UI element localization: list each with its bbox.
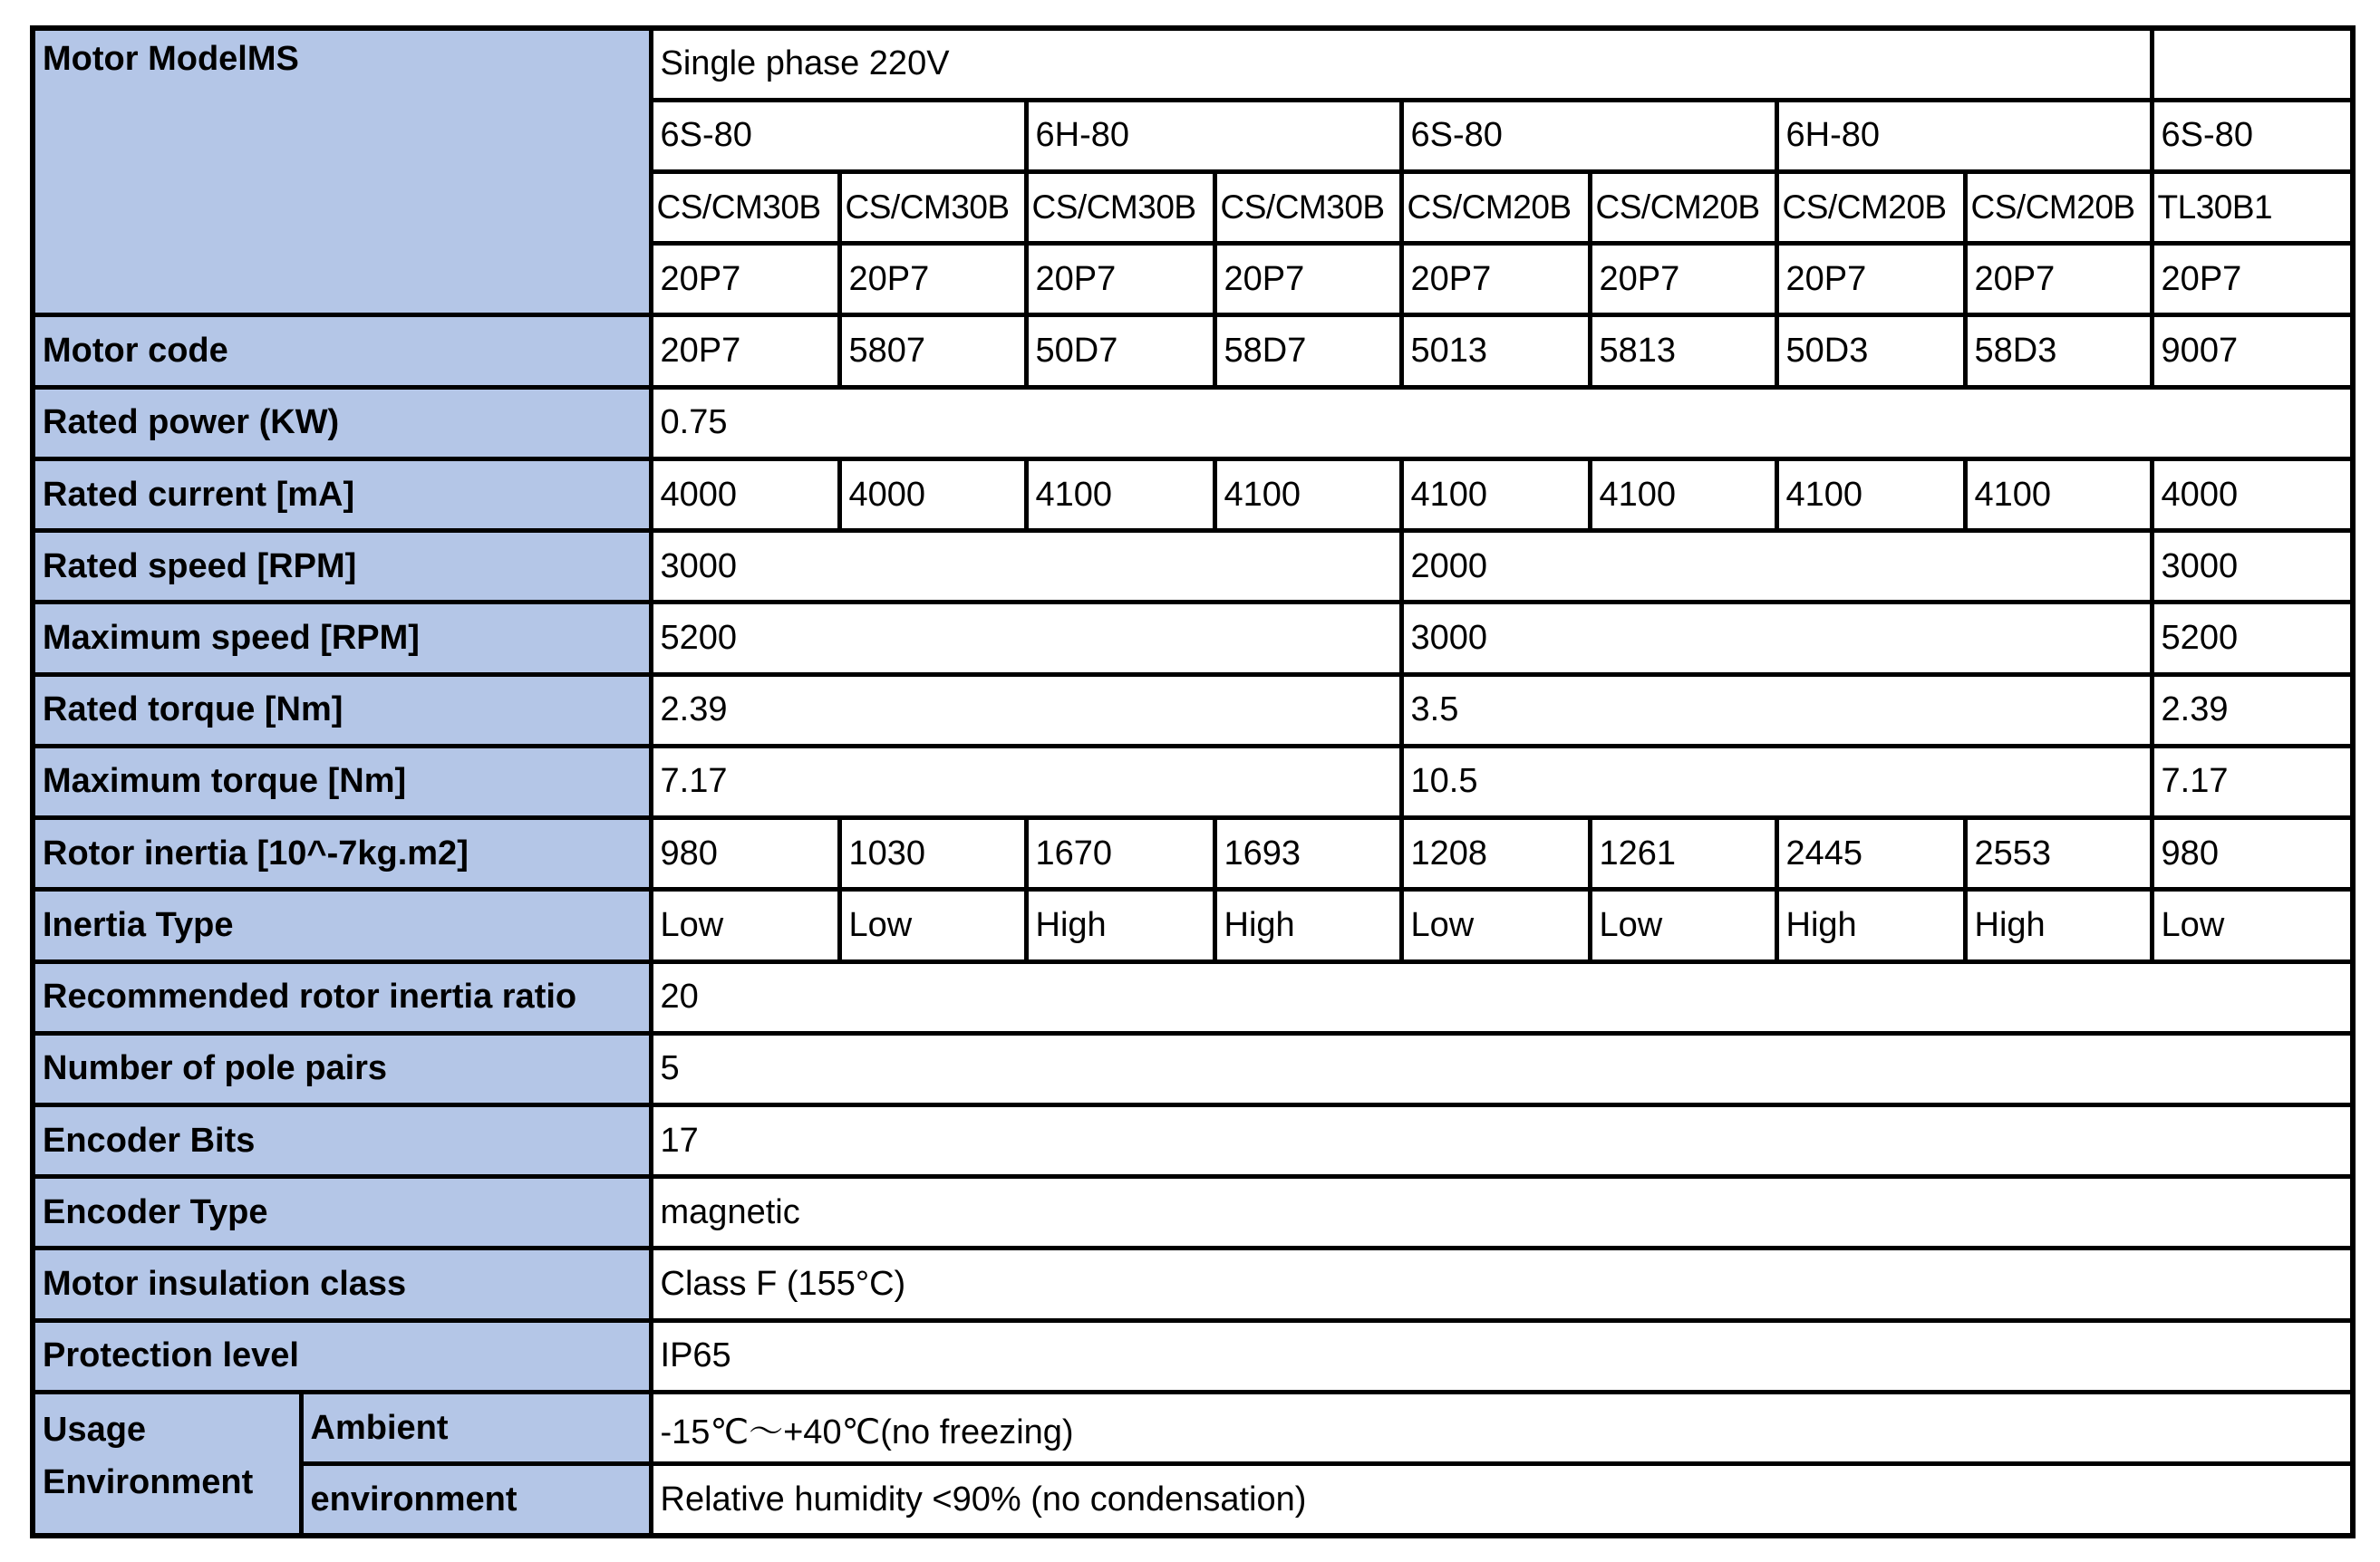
row-label: Encoder Type [33, 1177, 651, 1249]
rotor-inertia-cell: 980 [2152, 818, 2353, 890]
rotor-inertia-cell: 2445 [1776, 818, 1965, 890]
row-label: Rated torque [Nm] [33, 674, 651, 746]
rotor-inertia-cell: 1261 [1590, 818, 1776, 890]
series-cell: 6S-80 [2152, 100, 2353, 171]
row-rated-torque [33, 674, 2353, 746]
usage-environment-label: Usage Environment [33, 1392, 301, 1536]
row-max-speed [33, 603, 2353, 674]
model-suffix-cell: 20P7 [839, 244, 1026, 315]
row-label: Rated current [mA] [33, 458, 651, 530]
model-suffix-cell: 20P7 [1214, 244, 1401, 315]
row-label: Protection level [33, 1320, 651, 1392]
rotor-inertia-cell: 2553 [1965, 818, 2152, 890]
row-usage-ambient [33, 1392, 2353, 1463]
model-suffix-cell: 20P7 [1401, 244, 1590, 315]
row-rated-current [33, 458, 2353, 530]
motor-code-cell: 50D3 [1776, 315, 1965, 387]
model-suffix-cell: 20P7 [1590, 244, 1776, 315]
motor-code-cell: 58D3 [1965, 315, 2152, 387]
model-prefix-cell: CS/CM20B [1965, 171, 2152, 243]
ambient-value: -15℃～+40℃(no freezing) [651, 1392, 2353, 1463]
model-prefix-cell: CS/CM20B [1776, 171, 1965, 243]
row-label: Motor insulation class [33, 1249, 651, 1320]
inertia-type-cell: High [1214, 890, 1401, 961]
rotor-inertia-cell: 1693 [1214, 818, 1401, 890]
model-suffix-cell: 20P7 [1026, 244, 1214, 315]
pole-pairs-value: 5 [651, 1033, 2353, 1104]
ambient-label: Ambient [301, 1392, 651, 1463]
encoder-type-value: magnetic [651, 1177, 2353, 1249]
inertia-type-cell: Low [651, 890, 839, 961]
row-protection-level [33, 1320, 2353, 1392]
row-motor-code [33, 315, 2353, 387]
inertia-type-cell: Low [1401, 890, 1590, 961]
inertia-type-cell: High [1965, 890, 2152, 961]
rated-current-cell: 4100 [1026, 458, 1214, 530]
inertia-type-cell: Low [2152, 890, 2353, 961]
max-speed-cell: 5200 [2152, 603, 2353, 674]
protection-level-value: IP65 [651, 1320, 2353, 1392]
rotor-inertia-cell: 1208 [1401, 818, 1590, 890]
row-rotor-inertia [33, 818, 2353, 890]
row-rated-speed [33, 531, 2353, 603]
model-suffix-cell: 20P7 [1965, 244, 2152, 315]
row-max-torque [33, 746, 2353, 817]
rated-speed-cell: 3000 [651, 531, 1401, 603]
motor-code-cell: 5813 [1590, 315, 1776, 387]
model-prefix-cell: CS/CM30B [1214, 171, 1401, 243]
rated-current-cell: 4100 [1590, 458, 1776, 530]
row-label: Rotor inertia [10^-7kg.m2] [33, 818, 651, 890]
model-suffix-cell: 20P7 [2152, 244, 2353, 315]
model-prefix-cell: CS/CM20B [1590, 171, 1776, 243]
model-suffix-cell: 20P7 [1776, 244, 1965, 315]
rated-current-cell: 4100 [1965, 458, 2152, 530]
motor-spec-table [30, 25, 2356, 1538]
rated-current-cell: 4100 [1401, 458, 1590, 530]
rotor-inertia-cell: 980 [651, 818, 839, 890]
rated-current-cell: 4100 [1214, 458, 1401, 530]
series-cell: 6S-80 [1401, 100, 1776, 171]
voltage-extra-cell [2152, 28, 2353, 100]
rated-current-cell: 4000 [839, 458, 1026, 530]
max-speed-cell: 3000 [1401, 603, 2152, 674]
row-label: Inertia Type [33, 890, 651, 961]
series-cell: 6H-80 [1776, 100, 2152, 171]
row-usage-environment [33, 1464, 2353, 1536]
row-label: Rated speed [RPM] [33, 531, 651, 603]
rated-current-cell: 4000 [651, 458, 839, 530]
inertia-type-cell: Low [839, 890, 1026, 961]
inertia-type-cell: High [1776, 890, 1965, 961]
max-torque-cell: 7.17 [651, 746, 1401, 817]
row-rated-power [33, 387, 2353, 458]
rated-current-cell: 4100 [1776, 458, 1965, 530]
row-label: Rated power (KW) [33, 387, 651, 458]
encoder-bits-value: 17 [651, 1105, 2353, 1177]
motor-code-cell: 5807 [839, 315, 1026, 387]
rated-torque-cell: 2.39 [651, 674, 1401, 746]
rated-speed-cell: 3000 [2152, 531, 2353, 603]
inertia-type-cell: High [1026, 890, 1214, 961]
rotor-inertia-cell: 1670 [1026, 818, 1214, 890]
rated-current-cell: 4000 [2152, 458, 2353, 530]
motor-model-label: Motor ModelMS [33, 28, 651, 315]
motor-code-cell: 5013 [1401, 315, 1590, 387]
row-label: Recommended rotor inertia ratio [33, 961, 651, 1033]
rated-torque-cell: 3.5 [1401, 674, 2152, 746]
row-recommended-ratio [33, 961, 2353, 1033]
model-suffix-cell: 20P7 [651, 244, 839, 315]
model-prefix-cell: TL30B1 [2152, 171, 2353, 243]
insulation-class-value: Class F (155°C) [651, 1249, 2353, 1320]
row-label: Maximum torque [Nm] [33, 746, 651, 817]
row-label: Number of pole pairs [33, 1033, 651, 1104]
row-label: Encoder Bits [33, 1105, 651, 1177]
series-cell: 6S-80 [651, 100, 1026, 171]
row-insulation-class [33, 1249, 2353, 1320]
rotor-inertia-cell: 1030 [839, 818, 1026, 890]
humidity-value: Relative humidity <90% (no condensation) [651, 1464, 2353, 1536]
row-label: Maximum speed [RPM] [33, 603, 651, 674]
rated-speed-cell: 2000 [1401, 531, 2152, 603]
recommended-ratio-value: 20 [651, 961, 2353, 1033]
model-prefix-cell: CS/CM30B [839, 171, 1026, 243]
series-cell: 6H-80 [1026, 100, 1401, 171]
max-speed-cell: 5200 [651, 603, 1401, 674]
environment-label: environment [301, 1464, 651, 1536]
max-torque-cell: 7.17 [2152, 746, 2353, 817]
row-pole-pairs [33, 1033, 2353, 1104]
row-label: Motor code [33, 315, 651, 387]
row-encoder-bits [33, 1105, 2353, 1177]
motor-code-cell: 9007 [2152, 315, 2353, 387]
model-prefix-cell: CS/CM30B [1026, 171, 1214, 243]
model-prefix-cell: CS/CM30B [651, 171, 839, 243]
max-torque-cell: 10.5 [1401, 746, 2152, 817]
rated-power-value: 0.75 [651, 387, 2353, 458]
model-prefix-cell: CS/CM20B [1401, 171, 1590, 243]
motor-code-cell: 50D7 [1026, 315, 1214, 387]
rated-torque-cell: 2.39 [2152, 674, 2353, 746]
inertia-type-cell: Low [1590, 890, 1776, 961]
motor-code-cell: 58D7 [1214, 315, 1401, 387]
row-inertia-type [33, 890, 2353, 961]
voltage-cell: Single phase 220V [651, 28, 2152, 100]
motor-code-cell: 20P7 [651, 315, 839, 387]
row-encoder-type [33, 1177, 2353, 1249]
header-row-voltage [33, 28, 2353, 100]
